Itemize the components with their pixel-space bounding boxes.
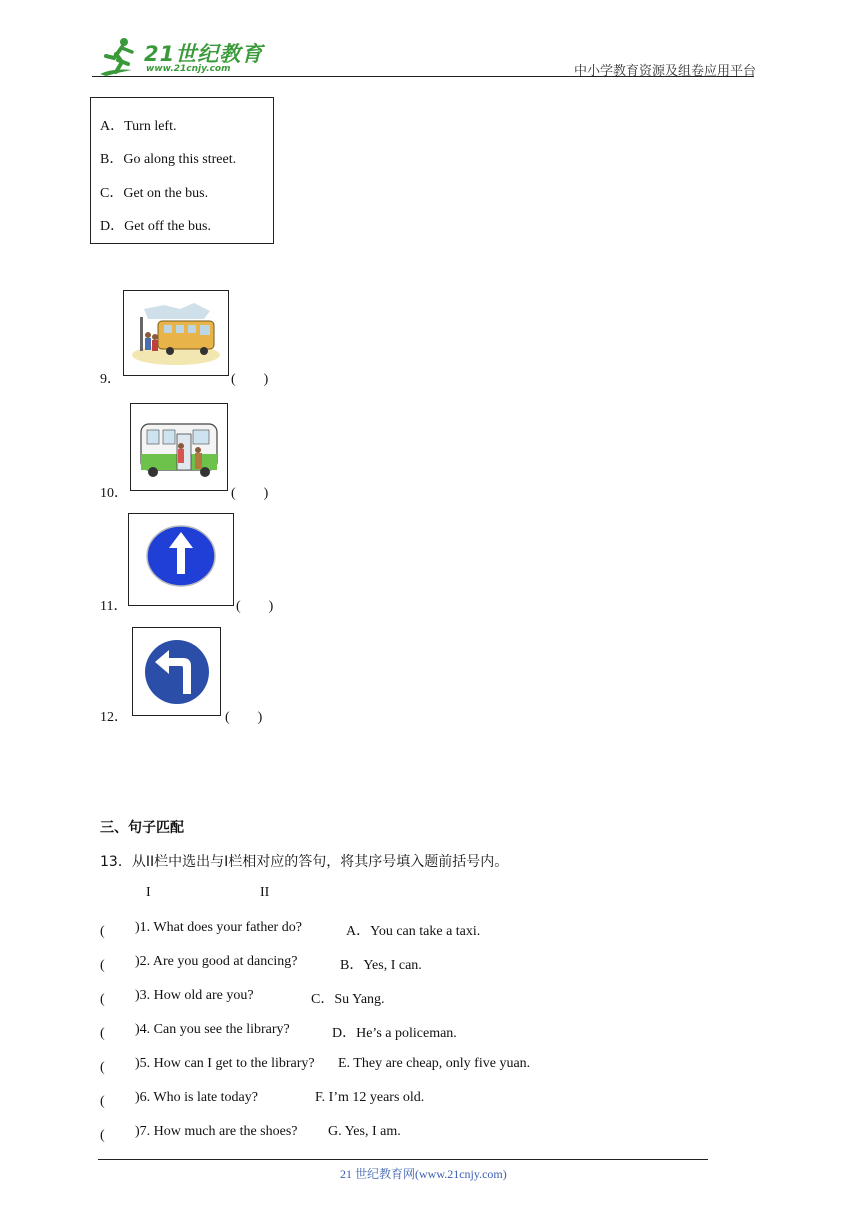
question-12-picture (132, 627, 221, 716)
question-13-prompt: 13．从II栏中选出与I栏相对应的答句，将其序号填入题前括号内。 (100, 854, 509, 870)
platform-name: 中小学教育资源及组卷应用平台 (574, 64, 757, 79)
question-11-answer-blank[interactable]: ( ) (236, 599, 274, 614)
match-row-3-question: )3. How old are you? (135, 988, 254, 1003)
match-row-6-answer: F. I’m 12 years old. (315, 1090, 425, 1105)
section-3-title: 三、句子匹配 (100, 820, 184, 836)
match-row-3-answer: C．Su Yang. (311, 992, 385, 1007)
footer-divider (98, 1159, 708, 1160)
header-divider (92, 76, 754, 77)
match-row-6-question: )6. Who is late today? (135, 1090, 258, 1105)
match-row-5-answer: E. They are cheap, only five yuan. (338, 1056, 531, 1071)
match-row-5-question: )5. How can I get to the library? (135, 1056, 315, 1071)
school-bus-picture (124, 291, 228, 375)
question-10-number: 10． (100, 486, 128, 501)
green-bus-picture (131, 404, 227, 490)
question-11-picture (128, 513, 234, 606)
question-9-picture (123, 290, 229, 376)
match-row-4-question: )4. Can you see the library? (135, 1022, 290, 1037)
question-9-answer-blank[interactable]: ( ) (231, 372, 269, 387)
match-row-3-blank[interactable]: ( (100, 992, 133, 1007)
option-a: A．Turn left. (100, 119, 177, 134)
column-ii-header: II (260, 885, 270, 900)
match-row-7-answer: G. Yes, I am. (328, 1124, 401, 1139)
go-straight-sign (129, 514, 233, 605)
match-row-6-blank[interactable]: ( (100, 1094, 133, 1109)
column-i-header: I (146, 885, 151, 900)
footer-link[interactable]: 21 世纪教育网(www.21cnjy.com) (340, 1167, 507, 1181)
question-10-picture (130, 403, 228, 491)
question-9-number: 9． (100, 372, 121, 387)
option-c: C．Get on the bus. (100, 186, 209, 201)
site-logo (92, 32, 262, 82)
match-row-4-answer: D．He’s a policeman. (332, 1026, 457, 1041)
question-11-number: 11． (100, 599, 128, 614)
question-10-answer-blank[interactable]: ( ) (231, 486, 269, 501)
question-12-number: 12． (100, 710, 128, 725)
option-d: D．Get off the bus. (100, 219, 211, 234)
match-row-4-blank[interactable]: ( (100, 1026, 133, 1041)
match-row-1-question: )1. What does your father do? (135, 920, 302, 935)
match-row-2-answer: B．Yes, I can. (340, 958, 422, 973)
match-row-2-blank[interactable]: ( (100, 958, 133, 973)
match-row-1-blank[interactable]: ( (100, 924, 133, 939)
match-row-7-question: )7. How much are the shoes? (135, 1124, 298, 1139)
option-b: B．Go along this street. (100, 152, 237, 167)
turn-left-sign (133, 628, 220, 715)
question-12-answer-blank[interactable]: ( ) (225, 710, 263, 725)
logo-title: 21世纪教育 (144, 42, 264, 66)
logo-url: www.21cnjy.com (146, 64, 231, 74)
match-row-2-question: )2. Are you good at dancing? (135, 954, 298, 969)
match-row-5-blank[interactable]: ( (100, 1060, 133, 1075)
match-row-7-blank[interactable]: ( (100, 1128, 133, 1143)
match-row-1-answer: A．You can take a taxi. (346, 924, 481, 939)
